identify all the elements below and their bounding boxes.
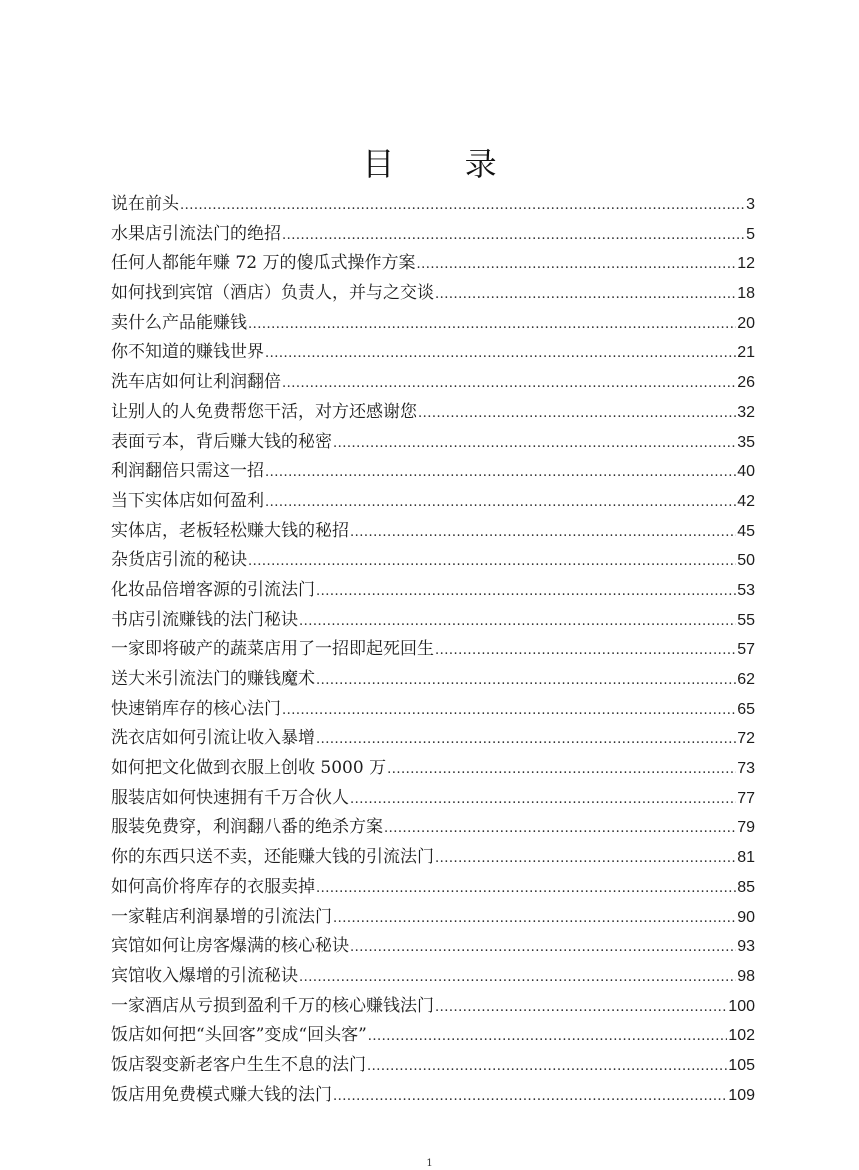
toc-entry-title: 让别人的人免费帮您干活，对方还感谢您 <box>111 401 417 422</box>
toc-entry-page: 32 <box>737 403 755 421</box>
toc-entry-page: 77 <box>737 789 755 807</box>
toc-entry[interactable] <box>111 635 755 665</box>
toc-dot-leader <box>418 399 736 429</box>
toc-entry-title: 说在前头 <box>111 194 179 214</box>
toc-entry-title: 当下实体店如何盈利 <box>111 490 264 511</box>
toc-entry-title: 书店引流赚钱的法门秘诀 <box>111 609 298 630</box>
toc-dot-leader <box>333 1082 727 1112</box>
toc-entry-page: 65 <box>737 700 755 718</box>
toc-dot-leader <box>435 993 727 1023</box>
toc-entry-page: 55 <box>737 611 755 629</box>
toc-entry-title: 洗衣店如何引流让收入暴增 <box>111 728 315 749</box>
toc-entry[interactable] <box>111 338 755 368</box>
toc-entry[interactable] <box>111 249 755 279</box>
toc-entry-page: 26 <box>737 374 755 392</box>
toc-entry-title: 一家鞋店利润暴增的引流法门 <box>111 906 332 927</box>
toc-entry[interactable] <box>111 1021 755 1051</box>
toc-dot-leader <box>265 488 736 518</box>
toc-entry-page: 105 <box>728 1056 755 1074</box>
toc-dot-leader <box>316 577 736 607</box>
toc-entry-title: 服装免费穿，利润翻八番的绝杀方案 <box>111 817 383 838</box>
toc-entry-title: 一家即将破产的蔬菜店用了一招即起死回生 <box>111 639 434 660</box>
toc-dot-leader <box>350 518 736 548</box>
toc-entry-title: 宾馆收入爆增的引流秘诀 <box>111 965 298 986</box>
toc-entry-title: 你不知道的赚钱世界 <box>111 342 264 363</box>
toc-dot-leader <box>282 696 736 726</box>
toc-entry-page: 21 <box>737 344 755 362</box>
toc-dot-leader <box>299 963 736 993</box>
toc-entry-page: 40 <box>737 463 755 481</box>
toc-dot-leader <box>265 458 736 488</box>
toc-entry-page: 79 <box>737 819 755 837</box>
toc-entry-page: 72 <box>737 730 755 748</box>
toc-entry[interactable] <box>111 992 755 1022</box>
toc-entry-title: 任何人都能年赚 72 万的傻瓜式操作方案 <box>111 253 416 274</box>
toc-entry[interactable] <box>111 487 755 517</box>
toc-entry-page: 93 <box>737 938 755 956</box>
toc-entry-page: 62 <box>737 671 755 688</box>
toc-dot-leader <box>435 844 736 874</box>
toc-entry-page: 5 <box>746 225 755 243</box>
toc-entry[interactable] <box>111 279 755 309</box>
toc-entry[interactable] <box>111 1081 755 1111</box>
toc-entry[interactable] <box>111 784 755 814</box>
toc-entry-page: 57 <box>737 641 755 659</box>
footer-page-number: 1 <box>426 1158 433 1169</box>
toc-dot-leader <box>316 874 736 904</box>
toc-dot-leader <box>435 636 736 666</box>
toc-entry[interactable] <box>111 665 755 695</box>
toc-entry[interactable] <box>111 724 755 754</box>
toc-entry-page: 98 <box>737 967 755 985</box>
toc-entry[interactable] <box>111 309 755 339</box>
toc-dot-leader <box>282 221 745 251</box>
toc-dot-leader <box>435 280 736 310</box>
toc-entry-title: 如何把文化做到衣服上创收 5000 万 <box>111 758 387 779</box>
toc-entry-title: 利润翻倍只需这一招 <box>111 461 264 482</box>
toc-entry[interactable] <box>111 813 755 843</box>
toc-dot-leader <box>350 785 736 815</box>
toc-entry-title: 卖什么产品能赚钱 <box>111 312 247 333</box>
toc-entry-page: 35 <box>737 433 755 451</box>
toc-entry-title: 送大米引流法门的赚钱魔术 <box>111 669 315 689</box>
toc-entry[interactable] <box>111 428 755 458</box>
toc-entry[interactable] <box>111 932 755 962</box>
toc-dot-leader <box>316 725 736 755</box>
toc-entry[interactable] <box>111 190 755 220</box>
toc-entry[interactable] <box>111 1051 755 1081</box>
toc-dot-leader <box>316 666 736 696</box>
toc-entry-title: 洗车店如何让利润翻倍 <box>111 372 281 393</box>
toc-dot-leader <box>333 904 736 934</box>
toc-dot-leader <box>248 547 736 577</box>
toc-entry[interactable] <box>111 754 755 784</box>
toc-dot-leader <box>265 339 736 369</box>
toc-entry-page: 42 <box>737 492 755 510</box>
toc-entry-page: 45 <box>737 522 755 540</box>
toc-entry-page: 85 <box>737 878 755 896</box>
toc-entry-title: 表面亏本，背后赚大钱的秘密 <box>111 431 332 452</box>
toc-dot-leader <box>350 933 736 963</box>
toc-dot-leader <box>384 814 736 844</box>
toc-dot-leader <box>333 429 736 459</box>
toc-entry-page: 3 <box>746 196 755 213</box>
toc-entry[interactable] <box>111 903 755 933</box>
toc-entry-page: 109 <box>728 1086 755 1104</box>
toc-entry[interactable] <box>111 873 755 903</box>
toc-entry-title: 一家酒店从亏损到盈利千万的核心赚钱法门 <box>111 995 434 1016</box>
toc-dot-leader <box>367 1052 727 1082</box>
toc-entry[interactable] <box>111 843 755 873</box>
toc-entry-page: 18 <box>737 285 755 303</box>
toc-entry-page: 100 <box>728 997 755 1015</box>
toc-entry-page: 12 <box>737 255 755 273</box>
toc-entry-title: 服装店如何快速拥有千万合伙人 <box>111 787 349 808</box>
toc-entry-title: 水果店引流法门的绝招 <box>111 223 281 244</box>
toc-entry[interactable] <box>111 546 755 576</box>
toc-entry[interactable] <box>111 576 755 606</box>
toc-entry[interactable] <box>111 457 755 487</box>
toc-entry-page: 73 <box>737 760 755 778</box>
toc-entry[interactable] <box>111 695 755 725</box>
toc-entry-page: 50 <box>737 552 755 570</box>
toc-dot-leader <box>282 369 736 399</box>
toc-entry[interactable] <box>111 517 755 547</box>
toc-entry[interactable] <box>111 606 755 636</box>
toc-entry-title: 宾馆如何让房客爆满的核心秘诀 <box>111 936 349 957</box>
toc-entry-title: 如何高价将库存的衣服卖掉 <box>111 876 315 897</box>
toc-entry-title: 如何找到宾馆（酒店）负责人，并与之交谈 <box>111 283 434 304</box>
toc-dot-leader <box>387 755 736 785</box>
toc-entry-page: 53 <box>737 581 755 599</box>
toc-entry[interactable] <box>111 962 755 992</box>
toc-entry-title: 你的东西只送不卖，还能赚大钱的引流法门 <box>111 847 434 868</box>
toc-dot-leader <box>299 607 736 637</box>
toc-entry-title: 饭店如何把“头回客”变成“回头客” <box>111 1025 367 1046</box>
toc-entry-page: 81 <box>737 849 755 867</box>
toc-entry-page: 102 <box>728 1027 755 1045</box>
toc-entry-title: 杂货店引流的秘诀 <box>111 550 247 571</box>
toc-entry-title: 饭店裂变新老客户生生不息的法门 <box>111 1054 366 1075</box>
toc-entry-page: 90 <box>737 908 755 926</box>
toc-dot-leader <box>368 1022 728 1052</box>
toc-entry[interactable] <box>111 220 755 250</box>
toc-entry[interactable] <box>111 368 755 398</box>
toc-dot-leader <box>416 250 736 280</box>
page-title: 目 录 <box>362 145 527 184</box>
toc-dot-leader <box>248 310 736 340</box>
toc-entry[interactable] <box>111 398 755 428</box>
toc-entry-title: 快速销库存的核心法门 <box>111 698 281 719</box>
toc-entry-title: 饭店用免费模式赚大钱的法门 <box>111 1084 332 1105</box>
toc-entry-page: 20 <box>737 314 755 332</box>
toc-dot-leader <box>180 191 745 221</box>
toc-entry-title: 化妆品倍增客源的引流法门 <box>111 579 315 600</box>
table-of-contents <box>111 190 755 1110</box>
toc-entry-title: 实体店，老板轻松赚大钱的秘招 <box>111 520 349 541</box>
